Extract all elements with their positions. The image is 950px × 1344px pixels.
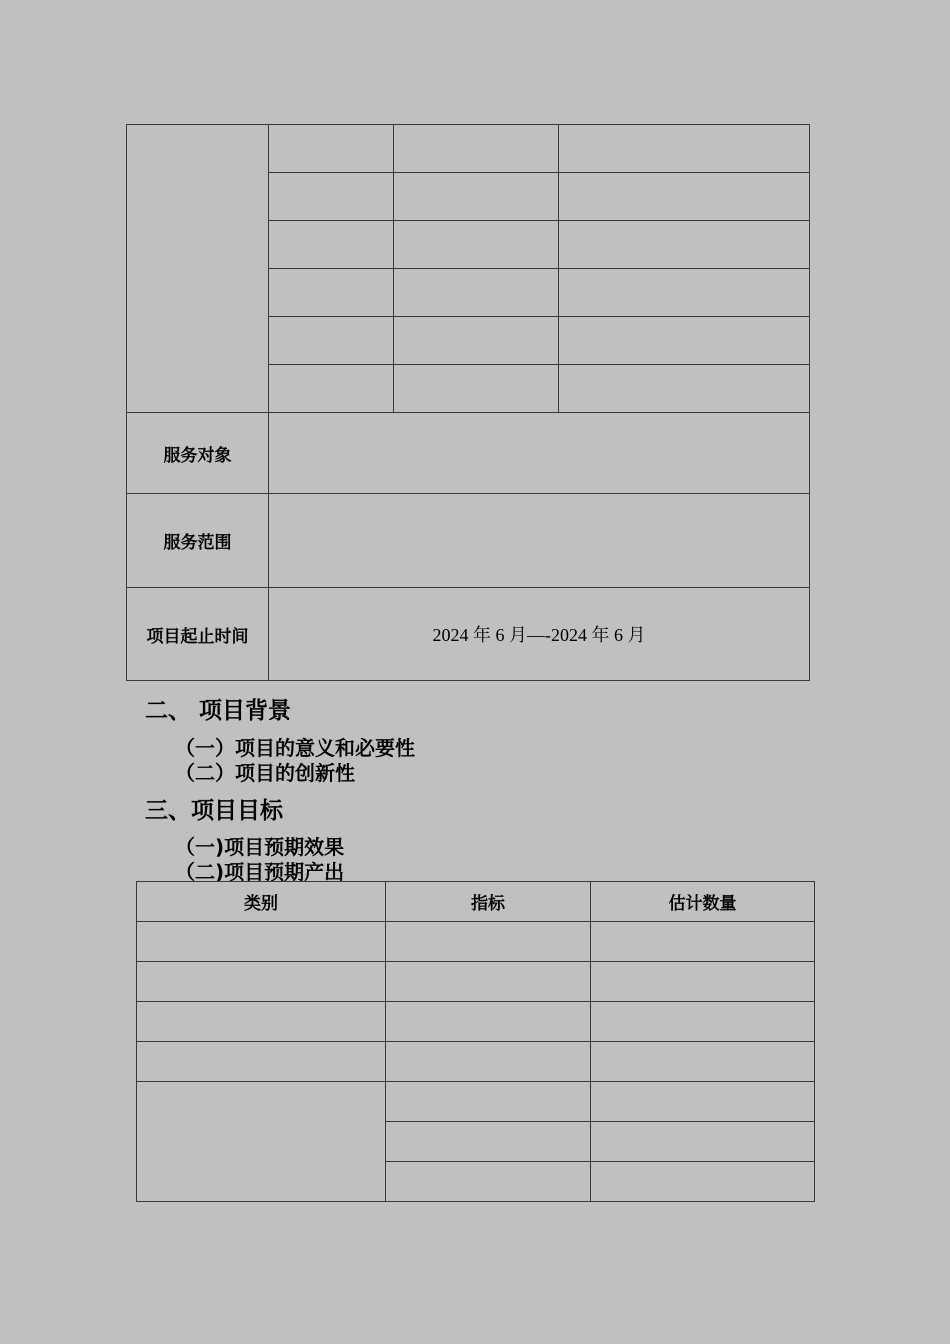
project-period-label: 项目起止时间 [127,588,269,681]
table-cell[interactable] [394,125,559,173]
service-scope-row [127,494,810,588]
column-header-category: 类别 [137,882,386,922]
table-cell[interactable] [591,1002,815,1042]
project-period-value[interactable]: 2024 年 6 月—-2024 年 6 月 [269,588,810,681]
service-scope-label: 服务范围 [127,494,269,588]
table-cell[interactable] [559,365,810,413]
merged-cell[interactable] [127,125,269,413]
table-cell[interactable] [394,173,559,221]
subsection-expected-effect: （一)项目预期效果 [175,835,345,859]
table-cell[interactable] [591,1122,815,1162]
table-cell[interactable] [269,365,394,413]
table-cell[interactable] [137,1002,386,1042]
service-target-label: 服务对象 [127,413,269,494]
table-cell[interactable] [269,173,394,221]
table-cell[interactable] [394,317,559,365]
expected-output-table [136,881,815,1202]
column-header-quantity: 估计数量 [591,882,815,922]
project-info-table [126,124,810,681]
merged-cell[interactable] [137,1082,386,1202]
table-cell[interactable] [559,221,810,269]
table-cell[interactable] [137,1042,386,1082]
table-cell[interactable] [559,269,810,317]
table-cell[interactable] [269,221,394,269]
table-cell[interactable] [386,1042,591,1082]
service-scope-value[interactable] [269,494,810,588]
table-row [127,125,810,173]
table-header-row [137,882,815,922]
table-cell[interactable] [591,962,815,1002]
table-cell[interactable] [269,317,394,365]
table-cell[interactable] [591,1082,815,1122]
table-cell[interactable] [386,1082,591,1122]
service-target-value[interactable] [269,413,810,494]
table-cell[interactable] [137,922,386,962]
section-heading-objectives: 三、项目目标 [145,798,283,824]
table-cell[interactable] [386,962,591,1002]
table-cell[interactable] [559,125,810,173]
table-cell[interactable] [269,269,394,317]
table-cell[interactable] [386,1162,591,1202]
table-cell[interactable] [269,125,394,173]
table-cell[interactable] [559,173,810,221]
table-cell[interactable] [559,317,810,365]
table-cell[interactable] [137,962,386,1002]
table-cell[interactable] [386,1002,591,1042]
subsection-significance: （一）项目的意义和必要性 [175,736,415,760]
table-cell[interactable] [591,1162,815,1202]
column-header-indicator: 指标 [386,882,591,922]
table-row [137,962,815,1002]
table-row [137,922,815,962]
section-heading-background: 二、 项目背景 [145,698,292,724]
table-row [137,1042,815,1082]
table-cell[interactable] [386,922,591,962]
table-cell[interactable] [591,1042,815,1082]
project-period-row [127,588,810,681]
table-cell[interactable] [394,269,559,317]
subsection-expected-output: （二)项目预期产出 [175,860,345,884]
service-target-row [127,413,810,494]
table-cell[interactable] [394,365,559,413]
table-cell[interactable] [386,1122,591,1162]
table-cell[interactable] [394,221,559,269]
table-row [137,1002,815,1042]
subsection-innovation: （二）项目的创新性 [175,761,355,785]
table-cell[interactable] [591,922,815,962]
table-row [137,1082,815,1122]
